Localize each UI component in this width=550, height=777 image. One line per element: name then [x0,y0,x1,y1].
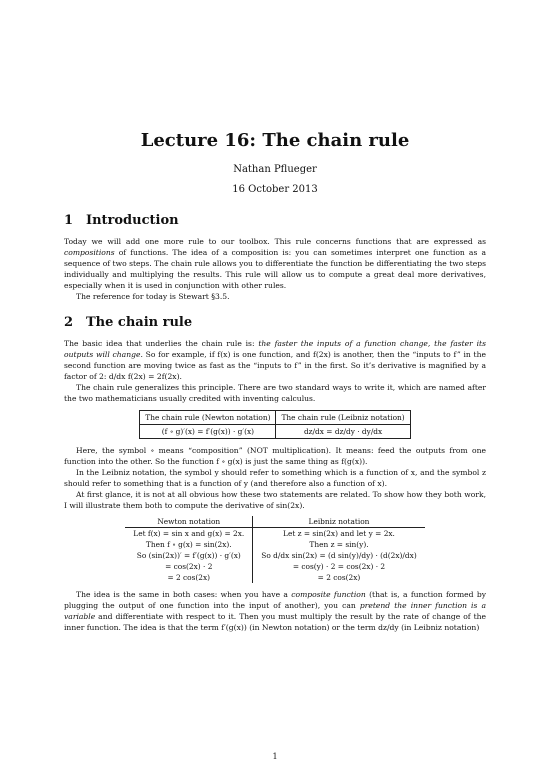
table-row [125,572,424,583]
table-row [125,528,424,540]
table-header: Leibniz notation [253,516,425,528]
emphasis: the faster the inputs of a function change, the faster its outputs will change. [64,339,486,359]
emphasis: compositions [64,248,115,257]
emphasis: composite function [291,590,366,599]
section-number: 1 [64,213,74,228]
table-cell: = cos(y) · 2 = cos(2x) · 2 [292,562,386,571]
table-header: Newton notation [125,516,252,528]
date: 16 October 2013 [232,184,318,195]
paper-body [64,213,486,633]
author: Nathan Pflueger [233,164,317,175]
table-cell: Then z = sin(y). [309,540,369,549]
newton-formula: (f ∘ g)′(x) = f′(g(x)) · g′(x) [140,425,276,439]
table-cell: = 2 cos(2x) [125,572,252,583]
table-cell: Let z = sin(2x) and let y = 2x. [283,529,395,538]
section-number: 2 [64,315,74,330]
section-title: The chain rule [86,315,193,330]
table-cell: So (sin(2x))′ = f′(g(x)) · g′(x) [125,550,252,561]
table-header: The chain rule (Newton notation) [140,411,276,425]
section-heading-introduction [64,213,486,228]
paragraph: Here, the symbol ∘ means “composition” (NOT multiplication). It means: feed the outputs from one function into the other. So the function f ∘ g(x) is just the same thing as f(g(x)). [64,446,486,466]
text-run: The basic idea that underlies the chain rule is: [64,339,259,348]
table-row [125,561,424,572]
table-cell: = 2 cos(2x) [317,573,361,582]
paragraph: At first glance, it is not at all obvious how these two statements are related. To show how they both work, I will illustrate them both to compute the derivative of sin(2x). [64,490,486,510]
paragraph: The reference for today is Stewart §3.5. [76,292,230,301]
chain-rule-table [139,410,410,439]
text-run: So for example, if f(x) is one function, and f(2x) is another, then the “inputs to f” in the second function are moving twice as fast as the “inputs to f” in the first. So it’s derivative is magnified by a factor of 2: d/dx f(2x) = 2f(2x). [64,350,486,381]
table-cell: Let f(x) = sin x and g(x) = 2x. [125,528,252,540]
table-cell: Then f ∘ g(x) = sin(2x). [125,539,252,550]
text-run: The idea is the same in both cases: when you have a [76,590,292,599]
text-run: Today we will add one more rule to our toolbox. This rule concerns functions that are expressed as [64,237,486,246]
emphasis: pretend the inner function is a variable [64,601,486,621]
section-title: Introduction [86,213,179,228]
leibniz-formula: dz/dx = dz/dy · dy/dx [276,425,410,439]
paragraph [64,338,486,382]
table-cell: = cos(2x) · 2 [125,561,252,572]
paper-title: Lecture 16: The chain rule [140,130,410,151]
table-row [125,539,424,550]
table-row [125,550,424,561]
paragraph [64,589,486,633]
section-heading-chain-rule [64,315,486,330]
page-number: 1 [272,752,278,761]
paragraph [64,236,486,291]
table-header: The chain rule (Leibniz notation) [276,411,410,425]
table-cell: So d/dx sin(2x) = (d sin(y)/dy) · (d(2x)/dx) [261,551,417,560]
text-run: of functions. The idea of a composition is: you can sometimes interpret one function as a sequence of two steps. The chain rule allows you to differentiate the function be differentiating the two steps individually and multiplying the results. This rule will allow us to compute a great deal more derivatives, especially when it is used in conjunction with other rules. [64,248,486,290]
paragraph: In the Leibniz notation, the symbol y should refer to something which is a function of x, and the symbol z should refer to something that is a function of y (and therefore also a function of x). [64,468,486,488]
text-run: (that is, a function formed by plugging the output of one function into the input of another), you can [64,590,487,610]
example-table [125,516,424,583]
text-run: and differentiate with respect to it. Then you must multiply the result by the rate of change of the inner function. The idea is that the term f′(g(x)) (in Newton notation) or the term dz/dy (in Leibniz notation) [64,612,486,632]
paragraph: The chain rule generalizes this principle. There are two standard ways to write it, which are named after the two mathematicians usually credited with inventing calculus. [64,383,486,403]
title-block [0,130,550,195]
